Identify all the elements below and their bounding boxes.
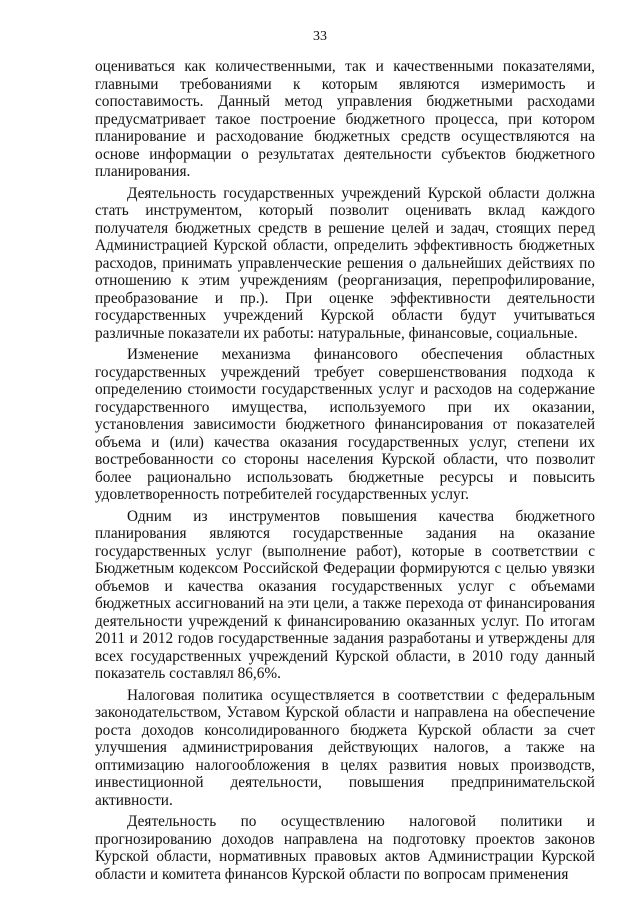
- paragraph-3: Изменение механизма финансового обеспечения областных государственных учреждений требует совершенствования подхода к определению стоимости государственных услуг и расходов на содержание государственного имущества, используемого при их оказании, установления зависимости бюджетного финансирования от показателей объема и (или) качества оказания государственных услуг, степени их востребованности со стороны населения Курской области, что позволит более рационально использовать бюджетные ресурсы и повысить удовлетворенность потребителей государственных услуг.: [95, 346, 595, 503]
- document-body: [95, 58, 595, 887]
- paragraph-1: оцениваться как количественными, так и качественными показателями, главными требованиями к которым являются измеримость и сопоставимость. Данный метод управления бюджетными расходами предусматривает такое построение бюджетного процесса, при котором планирование и расходование бюджетных средств осуществляются на основе информации о результатах деятельности субъектов бюджетного планирования.: [95, 58, 595, 180]
- page-number: 33: [313, 29, 327, 44]
- paragraph-4: Одним из инструментов повышения качества бюджетного планирования являются государственные задания на оказание государственных услуг (выполнение работ), которые в соответствии с Бюджетным кодексом Российской Федерации формируются с целью увязки объемов и качества оказания государственных услуг с объемами бюджетных ассигнований на эти цели, а также перехода от финансирования деятельности учреждений к финансированию оказанных услуг. По итогам 2011 и 2012 годов государственные задания разработаны и утверждены для всех государственных учреждений Курской области, в 2010 году данный показатель составлял 86,6%.: [95, 507, 595, 682]
- paragraph-6: Деятельность по осуществлению налоговой политики и прогнозированию доходов направлена на подготовку проектов законов Курской области, нормативных правовых актов Администрации Курской области и комитета финансов Курской области по вопросам применения: [95, 813, 595, 883]
- paragraph-5: Налоговая политика осуществляется в соответствии с федеральным законодательством, Уставом Курской области и направлена на обеспечение роста доходов консолидированного бюджета Курской области за счет улучшения администрирования действующих налогов, а также на оптимизацию налогообложения в целях развития новых производств, инвестиционной деятельности, повышения предпринимательской активности.: [95, 686, 595, 809]
- paragraph-2: Деятельность государственных учреждений Курской области должна стать инструментом, который позволит оценивать вклад каждого получателя бюджетных средств в решение целей и задач, стоящих перед Администрацией Курской области, определить эффективность бюджетных расходов, принимать управленческие решения о дальнейших действиях по отношению к этим учреждениям (реорганизация, перепрофилирование, преобразование и пр.). При оценке эффективности деятельности государственных учреждений Курской области будут учитываться различные показатели их работы: натуральные, финансовые, социальные.: [95, 184, 595, 342]
